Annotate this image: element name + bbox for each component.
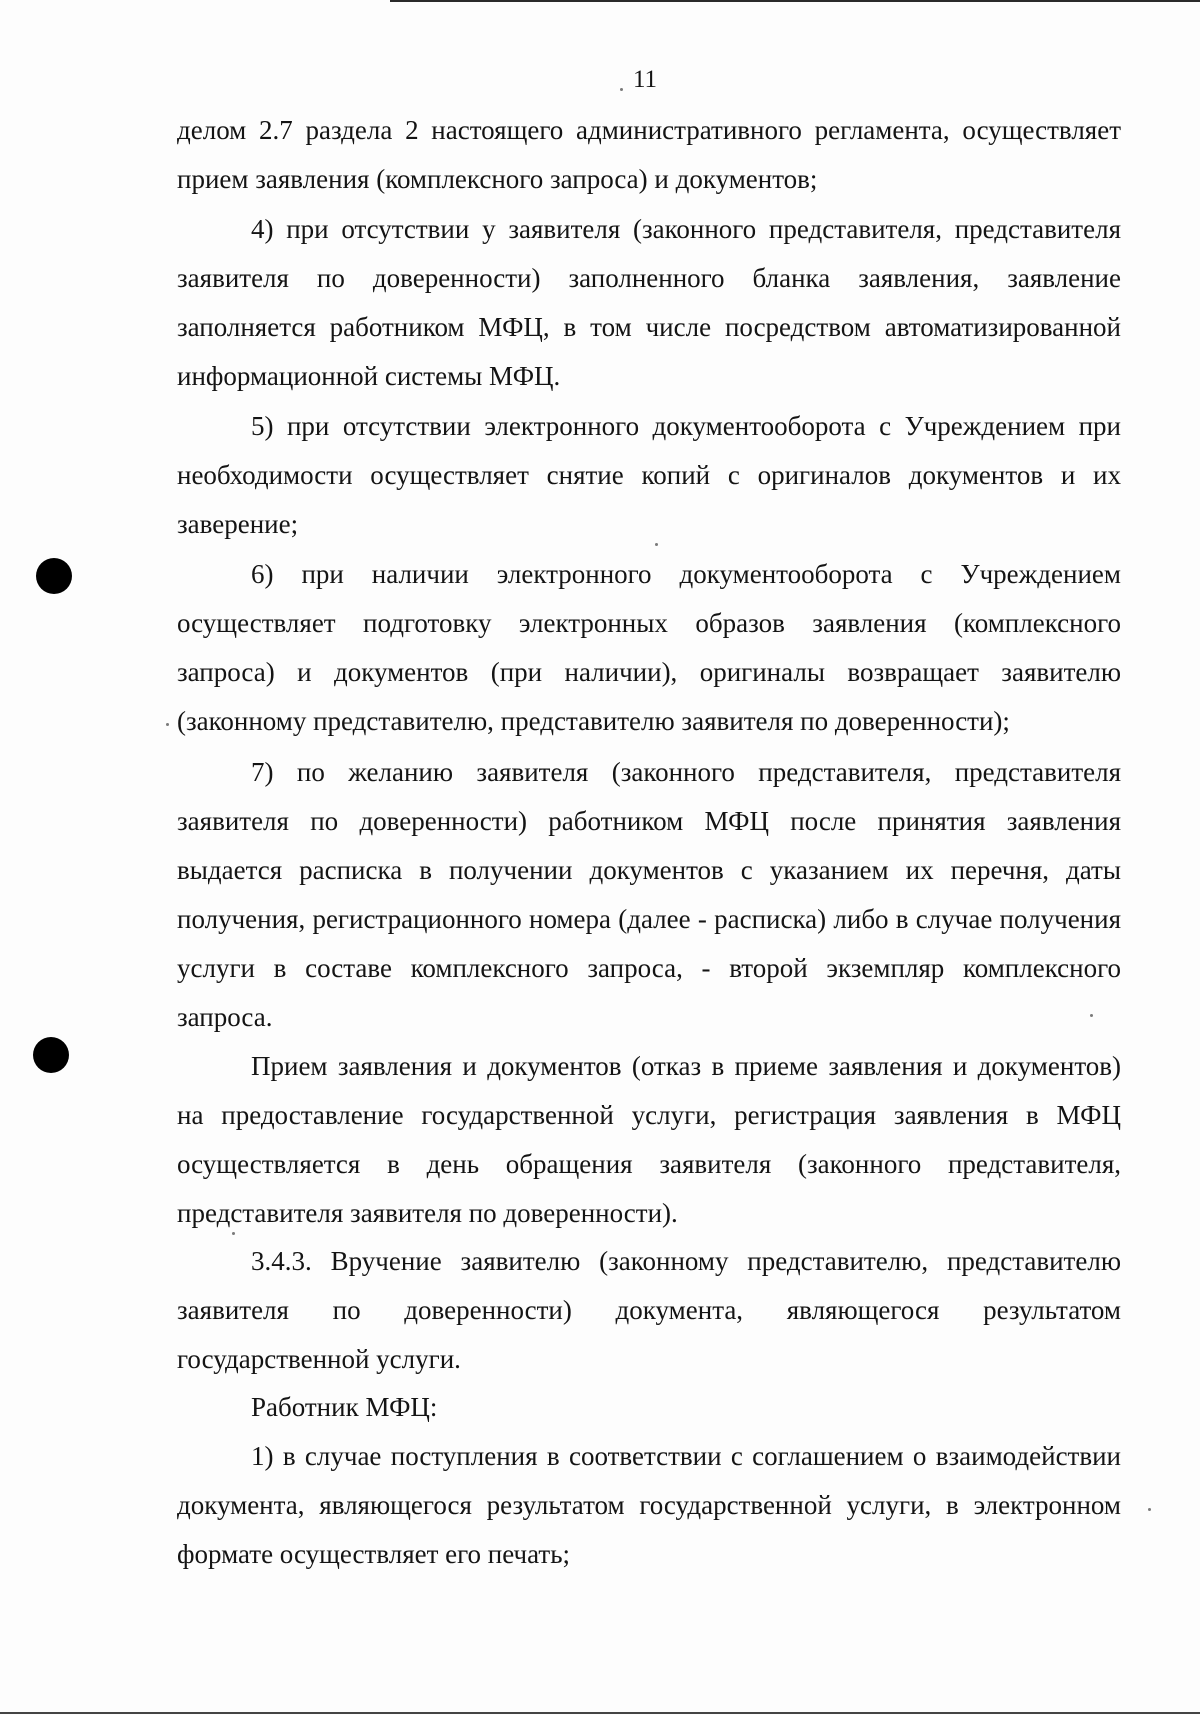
scan-speck <box>166 723 169 726</box>
paragraph-continuation: делом 2.7 раздела 2 настоящего административного регламента, осуществляет прием заявления (комплексного запроса) и документов; <box>177 115 1121 194</box>
paragraph-item-7: 7) по желанию заявителя (законного представителя, представителя заявителя по доверенности) работником МФЦ после принятия заявления выдается расписка в получении документов с указанием их перечня, даты получения, регистрационного номера (далее - расписка) либо в случае получения услуги в составе комплексного запроса, - второй экземпляр комплексного запроса. <box>177 757 1121 1032</box>
page-number: 11 <box>632 66 658 93</box>
scan-speck <box>232 1232 235 1235</box>
scan-speck <box>620 88 623 91</box>
scan-speck <box>655 543 658 546</box>
punch-hole-bottom <box>33 1037 69 1073</box>
paragraph-worker-heading: Работник МФЦ: <box>251 1392 438 1422</box>
paragraph-item-6: 6) при наличии электронного документооборота с Учреждением осуществляет подготовку электронных образов заявления (комплексного запроса) и документов (при наличии), оригиналы возвращает заявителю (законному представителю, представителю заявителя по доверенности); <box>177 559 1121 736</box>
paragraph-item-5: 5) при отсутствии электронного документооборота с Учреждением при необходимости осуществляет снятие копий с оригиналов документов и их заверение; <box>177 411 1121 539</box>
scan-speck <box>1090 1014 1093 1017</box>
paragraph-item-1: 1) в случае поступления в соответствии с соглашением о взаимодействии документа, являющегося результатом государственной услуги, в электронном формате осуществляет его печать; <box>177 1441 1121 1569</box>
punch-hole-top <box>36 558 72 594</box>
paragraph-reception: Прием заявления и документов (отказ в приеме заявления и документов) на предоставление государственной услуги, регистрация заявления в МФЦ осуществляется в день обращения заявителя (законного представителя, представителя заявителя по доверенности). <box>177 1051 1121 1228</box>
scan-speck <box>1148 1508 1151 1511</box>
top-scan-edge <box>390 0 1200 2</box>
paragraph-section-3-4-3: 3.4.3. Вручение заявителю (законному представителю, представителю заявителя по доверенности) документа, являющегося результатом государственной услуги. <box>177 1246 1121 1374</box>
paragraph-item-4: 4) при отсутствии у заявителя (законного представителя, представителя заявителя по доверенности) заполненного бланка заявления, заявление заполняется работником МФЦ, в том числе посредством автоматизированной информационной системы МФЦ. <box>177 214 1121 391</box>
bottom-scan-edge <box>0 1712 1200 1714</box>
